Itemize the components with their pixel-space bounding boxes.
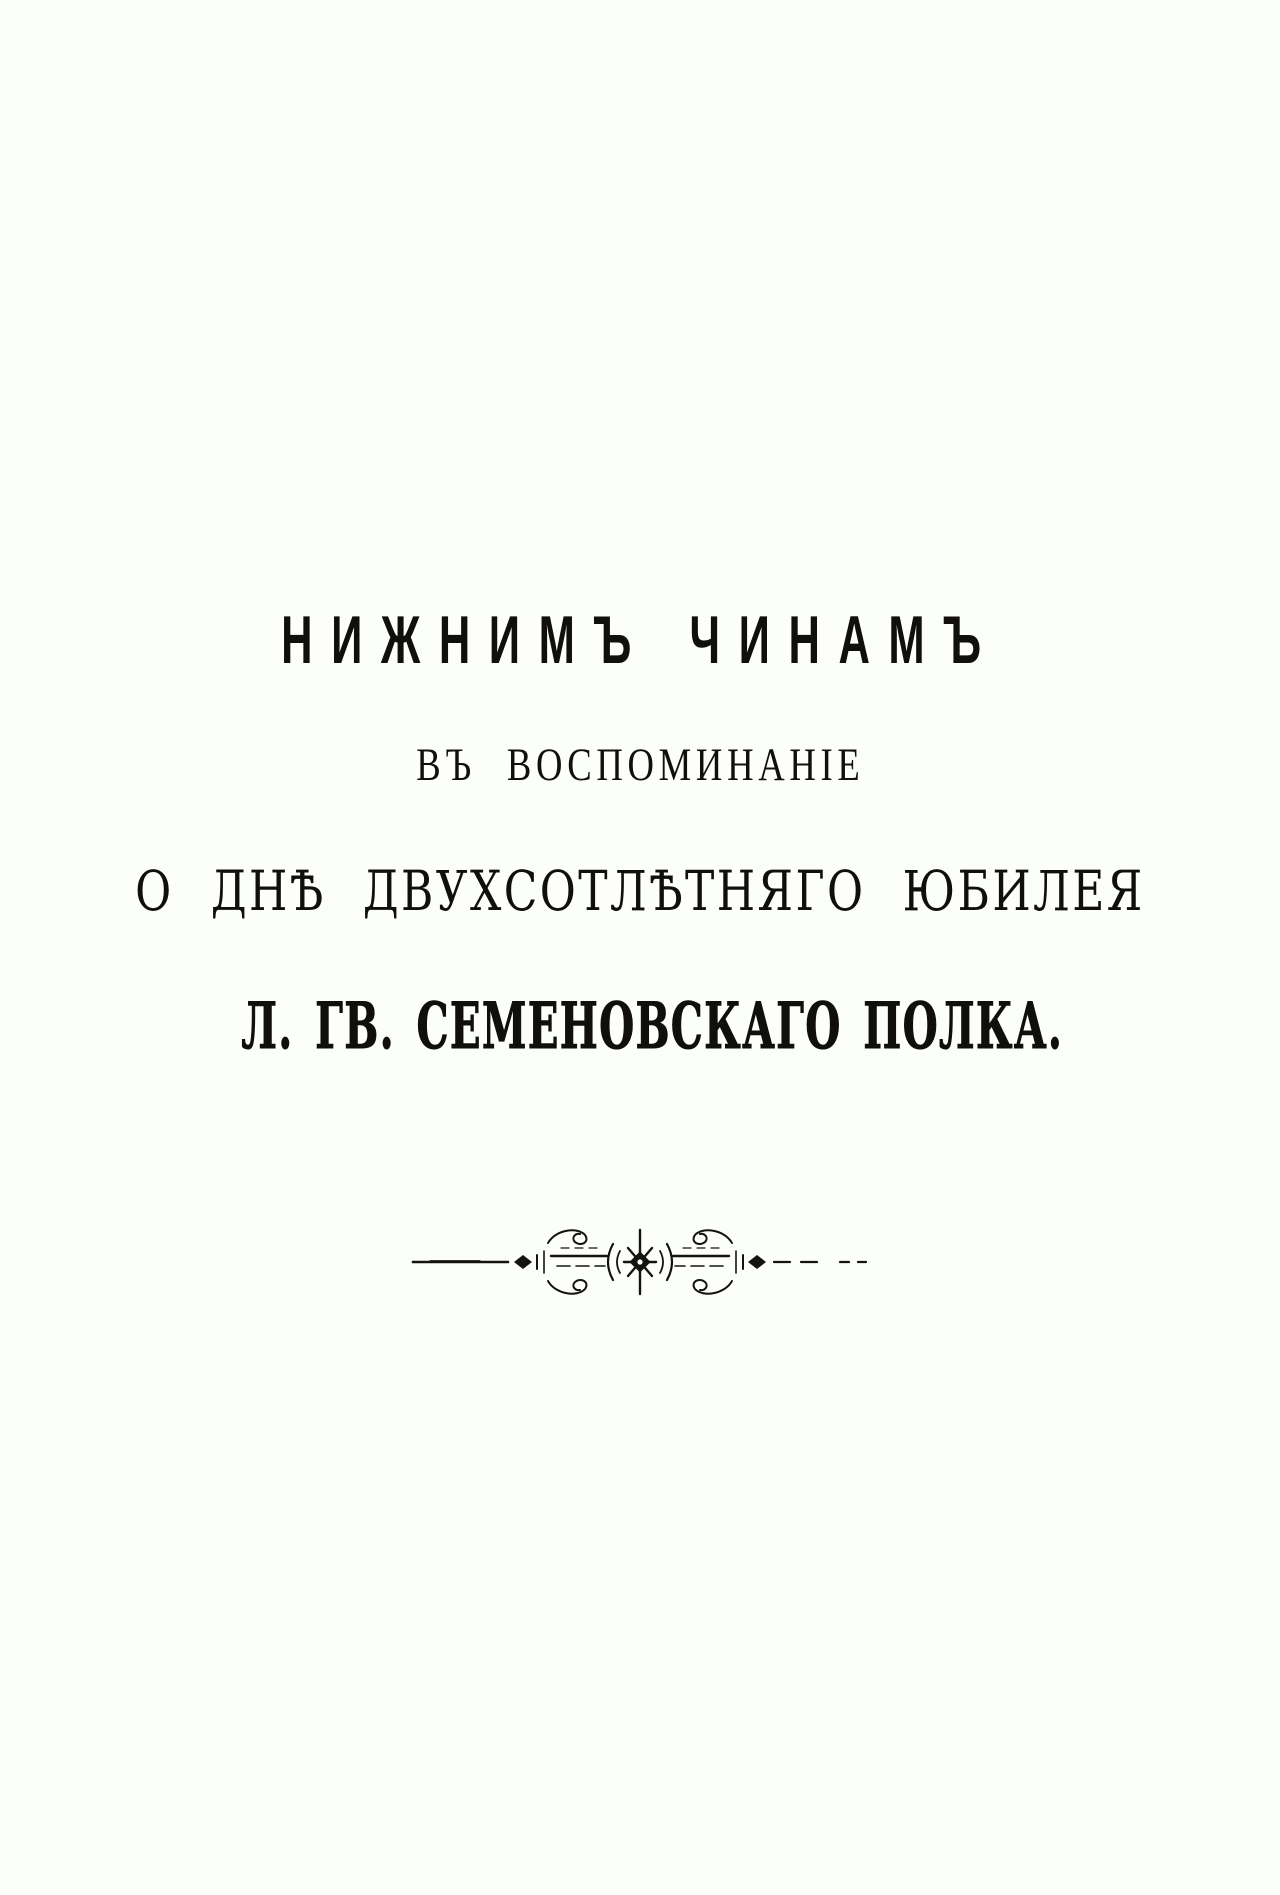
divider-ornament (0, 1224, 1280, 1298)
regiment-name-line (0, 989, 1280, 1064)
dedication-heading-text: НИЖНИМЪ ЧИНАМЪ (280, 602, 1000, 678)
scroll-star-flourish-icon (410, 1224, 870, 1298)
dedication-subheading-text: ВЪ ВОСПОМИНАНІЕ (415, 739, 865, 791)
dedication-subheading (0, 741, 1280, 789)
jubilee-occasion-text: О ДНѢ ДВУХСОТЛѢТНЯГО ЮБИЛЕЯ (135, 859, 1145, 923)
dedication-heading (0, 602, 1280, 678)
jubilee-occasion-line (0, 859, 1280, 923)
regiment-name-text: Л. ГВ. СЕМЕНОВСКАГО ПОЛКА. (241, 989, 1064, 1064)
